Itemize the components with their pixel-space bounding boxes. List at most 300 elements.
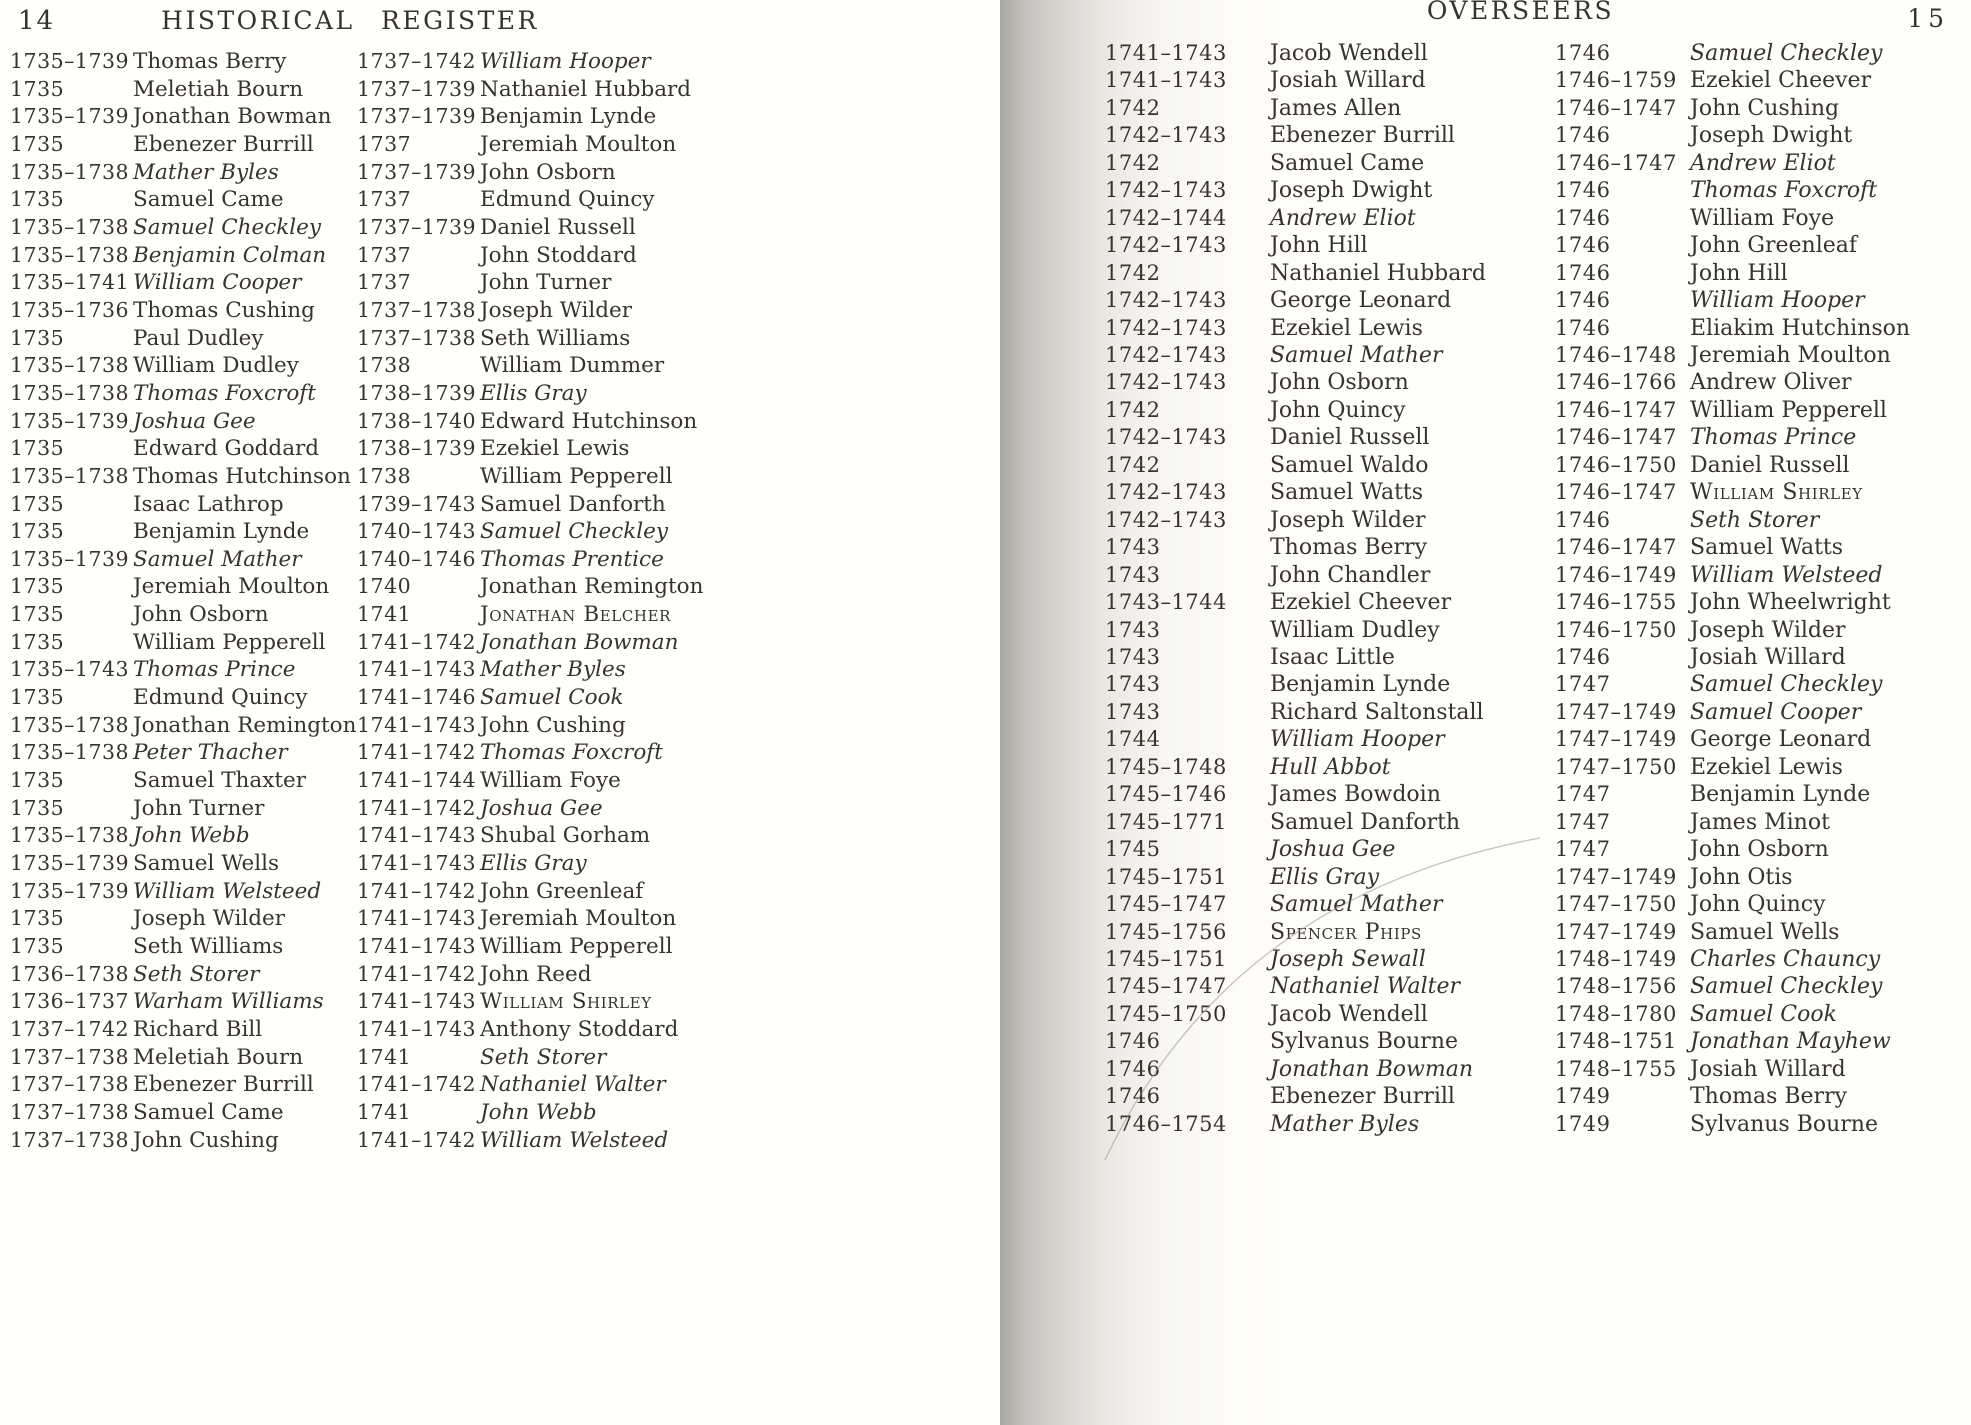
entry-years: 1742–1743 [1105, 233, 1227, 258]
entry-years: 1742–1743 [1105, 480, 1227, 505]
entry-years: 1745–1751 [1105, 864, 1227, 889]
entry-name: Jacob Wendell [1270, 41, 1428, 66]
register-entry [10, 878, 356, 906]
entry-name: Anthony Stoddard [480, 1016, 679, 1042]
register-entry [1105, 919, 1486, 946]
entry-years: 1737–1742 [10, 1016, 130, 1041]
entry-name: Ebenezer Burrill [133, 1072, 314, 1098]
register-column-right-2 [1555, 40, 1910, 1138]
entry-name: Paul Dudley [133, 325, 264, 351]
entry-years: 1735 [10, 131, 65, 156]
entry-years: 1741–1743 [1105, 68, 1227, 93]
register-entry [357, 767, 703, 795]
entry-years: 1737 [357, 270, 412, 295]
register-entry [1555, 424, 1910, 451]
entry-years: 1737–1739 [357, 159, 477, 184]
register-entry [1105, 232, 1486, 259]
entry-name: William Foye [480, 768, 621, 794]
register-entry [10, 933, 356, 961]
register-entry [357, 850, 703, 878]
register-entry [1105, 589, 1486, 616]
entry-name: Seth Storer [1690, 507, 1820, 533]
entry-name: John Cushing [133, 1127, 279, 1153]
entry-name: Joseph Dwight [1270, 178, 1433, 204]
entry-name: Samuel Came [1270, 150, 1425, 176]
entry-years: 1735–1739 [10, 49, 130, 73]
entry-name: Nathaniel Walter [1270, 974, 1460, 1000]
entry-years: 1741–1743 [357, 657, 477, 682]
register-entry [1555, 617, 1910, 644]
entry-name: Thomas Foxcroft [480, 740, 663, 766]
entry-years: 1741 [357, 602, 412, 627]
register-column-left-1 [10, 48, 356, 1154]
entry-name: Jonathan Belcher [480, 602, 672, 628]
entry-name: Samuel Watts [1270, 480, 1424, 506]
entry-years: 1741–1743 [357, 989, 477, 1014]
register-entry [1555, 397, 1910, 424]
entry-name: John Webb [480, 1099, 597, 1125]
entry-name: John Webb [133, 823, 250, 849]
entry-name: Benjamin Lynde [133, 519, 310, 545]
entry-name: Josiah Willard [1270, 68, 1426, 94]
register-entry [1555, 260, 1910, 287]
entry-name: William Hooper [1690, 288, 1865, 314]
entry-years: 1745–1750 [1105, 1001, 1227, 1026]
register-entry [1555, 479, 1910, 506]
entry-name: John Osborn [480, 159, 616, 185]
entry-name: Samuel Cook [480, 685, 624, 711]
register-entry [1105, 507, 1486, 534]
entry-name: Joseph Wilder [133, 906, 286, 932]
entry-name: Seth Storer [133, 961, 260, 987]
entry-name: Ezekiel Lewis [1270, 315, 1423, 341]
entry-name: Peter Thacher [133, 740, 288, 766]
entry-years: 1735–1738 [10, 159, 130, 184]
entry-name: Sylvanus Bourne [1270, 1029, 1458, 1055]
register-entry [1105, 946, 1486, 973]
register-entry [1555, 891, 1910, 918]
entry-years: 1746–1755 [1555, 590, 1677, 615]
register-entry [1555, 671, 1910, 698]
entry-years: 1735–1743 [10, 657, 130, 682]
entry-years: 1735 [10, 325, 65, 350]
entry-years: 1746 [1105, 1084, 1161, 1109]
register-entry [357, 988, 703, 1016]
register-entry [357, 103, 703, 131]
entry-name: John Turner [133, 795, 265, 821]
entry-years: 1746 [1555, 315, 1611, 340]
entry-name: John Chandler [1270, 562, 1431, 588]
entry-years: 1743 [1105, 535, 1161, 560]
entry-years: 1745–1746 [1105, 782, 1227, 807]
register-entry [357, 822, 703, 850]
entry-years: 1746–1747 [1555, 425, 1677, 450]
register-entry [10, 1071, 356, 1099]
entry-years: 1749 [1555, 1111, 1611, 1136]
entry-name: John Osborn [1270, 370, 1409, 396]
entry-years: 1737–1738 [10, 1044, 130, 1069]
entry-years: 1741–1742 [357, 961, 477, 986]
register-entry [357, 656, 703, 684]
entry-name: William Welsteed [1690, 562, 1883, 588]
register-entry [1555, 1083, 1910, 1110]
entry-years: 1735–1739 [10, 878, 130, 903]
register-entry [1555, 1028, 1910, 1055]
entry-name: Eliakim Hutchinson [1690, 315, 1911, 341]
entry-years: 1738–1740 [357, 408, 477, 433]
entry-years: 1735–1741 [10, 270, 130, 295]
entry-name: William Pepperell [480, 934, 673, 959]
entry-name: Ebenezer Burrill [1270, 123, 1455, 149]
entry-name: Samuel Checkley [1690, 672, 1883, 698]
entry-name: Nathaniel Hubbard [480, 76, 692, 102]
entry-years: 1747 [1555, 837, 1611, 862]
register-entry [10, 767, 356, 795]
register-entry [1555, 1111, 1910, 1138]
register-entry [357, 297, 703, 325]
entry-years: 1747 [1555, 809, 1611, 834]
entry-name: Andrew Eliot [1690, 150, 1836, 176]
entry-years: 1746 [1555, 288, 1611, 313]
entry-name: John Reed [480, 961, 592, 987]
entry-years: 1735–1738 [10, 353, 130, 378]
entry-years: 1741–1743 [357, 823, 477, 848]
entry-years: 1735 [10, 795, 65, 820]
entry-years: 1748–1780 [1555, 1001, 1677, 1026]
register-entry [1105, 452, 1486, 479]
register-entry [357, 269, 703, 297]
entry-name: William Welsteed [480, 1127, 669, 1153]
entry-years: 1740–1743 [357, 519, 477, 544]
entry-years: 1746–1750 [1555, 617, 1677, 642]
register-entry [10, 684, 356, 712]
entry-name: Samuel Checkley [480, 519, 669, 545]
entry-years: 1742 [1105, 95, 1161, 120]
register-entry [1105, 617, 1486, 644]
entry-name: William Welsteed [133, 878, 322, 904]
register-entry [10, 214, 356, 242]
register-entry [1555, 973, 1910, 1000]
entry-years: 1746–1747 [1555, 535, 1677, 560]
entry-name: Seth Storer [480, 1044, 607, 1070]
entry-name: Ellis Gray [1270, 864, 1380, 890]
register-entry [10, 352, 356, 380]
entry-name: Edmund Quincy [480, 187, 655, 213]
register-entry [10, 518, 356, 546]
entry-years: 1740 [357, 574, 412, 599]
entry-years: 1746–1747 [1555, 95, 1677, 120]
entry-name: Jeremiah Moulton [480, 131, 677, 157]
register-entry [1105, 1028, 1486, 1055]
entry-name: Warham Williams [133, 989, 324, 1015]
entry-years: 1744 [1105, 727, 1161, 752]
register-entry [1555, 836, 1910, 863]
entry-name: Seth Williams [133, 934, 284, 959]
register-entry [1555, 699, 1910, 726]
entry-years: 1735 [10, 602, 65, 627]
entry-name: Samuel Checkley [133, 214, 322, 240]
register-entry [10, 988, 356, 1016]
entry-years: 1745–1756 [1105, 919, 1227, 944]
register-entry [1105, 809, 1486, 836]
entry-years: 1748–1749 [1555, 946, 1677, 971]
entry-name: Meletiah Bourn [133, 1044, 304, 1070]
register-entry [10, 186, 356, 214]
register-entry [10, 629, 356, 657]
entry-name: Nathaniel Hubbard [1270, 260, 1486, 286]
entry-name: Daniel Russell [1690, 452, 1850, 478]
entry-years: 1738–1739 [357, 436, 477, 461]
entry-years: 1742–1743 [1105, 507, 1227, 532]
entry-name: John Otis [1690, 864, 1793, 890]
entry-name: Ebenezer Burrill [133, 131, 314, 157]
entry-years: 1747–1750 [1555, 892, 1677, 917]
entry-years: 1742 [1105, 150, 1161, 175]
entry-name: James Allen [1270, 95, 1402, 121]
entry-name: Ezekiel Cheever [1690, 68, 1872, 94]
entry-name: John Quincy [1690, 892, 1826, 918]
entry-name: John Turner [480, 270, 612, 296]
register-entry [357, 1071, 703, 1099]
entry-years: 1747–1749 [1555, 727, 1677, 752]
entry-years: 1741–1744 [357, 768, 477, 793]
register-entry [10, 1044, 356, 1072]
entry-name: Ezekiel Lewis [1690, 754, 1843, 780]
entry-name: William Shirley [1690, 480, 1863, 506]
register-entry [357, 684, 703, 712]
entry-years: 1737–1739 [357, 104, 477, 129]
entry-name: William Pepperell [480, 463, 673, 489]
entry-years: 1743–1744 [1105, 590, 1227, 615]
entry-years: 1747–1749 [1555, 864, 1677, 889]
entry-years: 1741–1743 [357, 851, 477, 876]
register-entry [1555, 205, 1910, 232]
entry-years: 1742 [1105, 452, 1161, 477]
register-entry [10, 491, 356, 519]
entry-years: 1746–1750 [1555, 452, 1677, 477]
entry-years: 1737–1738 [357, 297, 477, 322]
register-entry [1105, 150, 1486, 177]
entry-years: 1741 [357, 1044, 412, 1069]
entry-years: 1746 [1555, 178, 1611, 203]
register-entry [1105, 205, 1486, 232]
register-entry [10, 297, 356, 325]
entry-name: Ebenezer Burrill [1270, 1084, 1455, 1110]
register-entry [357, 131, 703, 159]
right-page-number: 15 [1907, 4, 1949, 33]
register-entry [1555, 809, 1910, 836]
entry-years: 1738 [357, 463, 412, 488]
entry-name: John Hill [1270, 233, 1368, 259]
register-entry [357, 159, 703, 187]
entry-years: 1746 [1555, 260, 1611, 285]
entry-years: 1746 [1105, 1056, 1161, 1081]
register-entry [357, 1099, 703, 1127]
register-entry [1105, 864, 1486, 891]
register-entry [357, 712, 703, 740]
entry-years: 1746 [1555, 41, 1611, 65]
register-entry [1555, 287, 1910, 314]
register-entry [10, 850, 356, 878]
entry-years: 1747 [1555, 672, 1611, 697]
register-entry [1105, 644, 1486, 671]
entry-years: 1735–1738 [10, 463, 130, 488]
entry-years: 1745–1748 [1105, 754, 1227, 779]
register-entry [1105, 342, 1486, 369]
entry-name: Andrew Oliver [1690, 370, 1852, 396]
entry-name: Mather Byles [133, 159, 279, 185]
entry-name: Nathaniel Walter [480, 1072, 666, 1098]
entry-name: Samuel Mather [1270, 342, 1443, 368]
register-entry [10, 795, 356, 823]
entry-years: 1743 [1105, 644, 1161, 669]
entry-name: John Osborn [133, 602, 269, 628]
entry-years: 1735–1738 [10, 380, 130, 405]
entry-years: 1741–1743 [357, 934, 477, 958]
entry-years: 1741–1743 [357, 1016, 477, 1041]
register-entry [1555, 177, 1910, 204]
entry-years: 1741–1742 [357, 1072, 477, 1097]
entry-name: Joshua Gee [133, 408, 256, 434]
register-entry [357, 435, 703, 463]
entry-name: Jonathan Remington [480, 574, 704, 600]
entry-name: Joseph Wilder [1690, 617, 1846, 643]
entry-name: Samuel Thaxter [133, 768, 306, 794]
entry-name: Isaac Little [1270, 644, 1395, 670]
entry-name: Seth Williams [480, 325, 631, 351]
entry-years: 1741–1742 [357, 1127, 477, 1152]
register-entry [10, 103, 356, 131]
entry-years: 1741–1743 [1105, 41, 1227, 65]
register-entry [1555, 589, 1910, 616]
register-entry [10, 463, 356, 491]
register-entry [10, 242, 356, 270]
entry-years: 1745–1747 [1105, 892, 1227, 917]
register-entry [10, 325, 356, 353]
entry-years: 1747–1749 [1555, 919, 1677, 944]
entry-years: 1737 [357, 187, 412, 212]
entry-years: 1749 [1555, 1084, 1611, 1109]
entry-years: 1735 [10, 76, 65, 101]
register-entry [10, 1127, 356, 1155]
entry-years: 1746–1747 [1555, 397, 1677, 422]
entry-name: John Stoddard [480, 242, 637, 268]
register-entry [1555, 534, 1910, 561]
entry-name: George Leonard [1270, 288, 1452, 314]
register-entry [1555, 452, 1910, 479]
entry-years: 1737–1739 [357, 214, 477, 239]
entry-years: 1735 [10, 934, 65, 958]
entry-name: Josiah Willard [1690, 1056, 1846, 1082]
register-entry [10, 961, 356, 989]
entry-name: Benjamin Lynde [1270, 672, 1451, 698]
entry-years: 1746 [1555, 233, 1611, 258]
entry-name: William Dummer [480, 353, 665, 379]
register-entry [1105, 397, 1486, 424]
entry-name: Jonathan Bowman [1270, 1056, 1474, 1082]
entry-name: Thomas Prince [1690, 425, 1857, 451]
entry-years: 1737 [357, 242, 412, 267]
entry-name: Edmund Quincy [133, 685, 308, 711]
entry-name: John Quincy [1270, 397, 1406, 423]
entry-name: Samuel Cook [1690, 1001, 1837, 1027]
register-entry [10, 159, 356, 187]
register-entry [1105, 177, 1486, 204]
entry-years: 1736–1738 [10, 961, 130, 986]
entry-years: 1747 [1555, 782, 1611, 807]
entry-name: Richard Saltonstall [1270, 699, 1484, 725]
register-entry [10, 76, 356, 104]
entry-name: William Hooper [1270, 727, 1445, 753]
register-entry [10, 905, 356, 933]
entry-years: 1741–1742 [357, 629, 477, 654]
entry-years: 1735 [10, 519, 65, 544]
entry-years: 1743 [1105, 699, 1161, 724]
entry-name: Ezekiel Lewis [480, 436, 630, 462]
register-entry [357, 546, 703, 574]
entry-name: Jonathan Bowman [133, 104, 332, 130]
entry-years: 1746–1747 [1555, 480, 1677, 505]
register-entry [1105, 479, 1486, 506]
register-entry [357, 408, 703, 436]
register-entry [357, 325, 703, 353]
entry-years: 1746–1766 [1555, 370, 1677, 395]
entry-name: Samuel Mather [133, 546, 302, 572]
entry-name: Mather Byles [480, 657, 626, 683]
register-entry [357, 491, 703, 519]
register-entry [1105, 699, 1486, 726]
entry-name: Thomas Prince [133, 657, 296, 683]
entry-years: 1735 [10, 491, 65, 516]
entry-name: Isaac Lathrop [133, 491, 284, 517]
register-entry [357, 629, 703, 657]
entry-name: Sylvanus Bourne [1690, 1111, 1878, 1137]
entry-name: Edward Goddard [133, 436, 320, 462]
entry-years: 1738–1739 [357, 380, 477, 405]
entry-name: Thomas Berry [1690, 1084, 1847, 1110]
entry-years: 1745–1771 [1105, 809, 1227, 834]
register-entry [1105, 754, 1486, 781]
register-entry [10, 408, 356, 436]
register-entry [1555, 342, 1910, 369]
entry-name: Benjamin Colman [133, 242, 327, 268]
entry-years: 1746–1754 [1105, 1111, 1227, 1136]
entry-name: Ellis Gray [480, 380, 587, 406]
register-column-left-2 [357, 48, 703, 1154]
entry-years: 1745–1747 [1105, 974, 1227, 999]
register-entry [1105, 1056, 1486, 1083]
entry-name: Jonathan Mayhew [1690, 1029, 1891, 1055]
register-entry [10, 573, 356, 601]
entry-years: 1741–1742 [357, 878, 477, 903]
entry-years: 1740–1746 [357, 546, 477, 571]
entry-years: 1741–1746 [357, 685, 477, 710]
register-entry [357, 242, 703, 270]
entry-name: Joseph Wilder [480, 297, 633, 323]
entry-name: Joshua Gee [1270, 837, 1396, 863]
right-page-title: OVERSEERS [1426, 0, 1615, 25]
entry-years: 1741 [357, 1099, 412, 1124]
entry-name: Mather Byles [1270, 1111, 1420, 1137]
entry-years: 1735–1739 [10, 851, 130, 876]
entry-years: 1748–1756 [1555, 974, 1677, 999]
entry-name: William Cooper [133, 270, 302, 296]
register-entry [1555, 67, 1910, 94]
entry-years: 1746 [1555, 507, 1611, 532]
register-entry [1105, 726, 1486, 753]
right-page [1000, 0, 1971, 1425]
entry-years: 1746–1748 [1555, 342, 1677, 367]
